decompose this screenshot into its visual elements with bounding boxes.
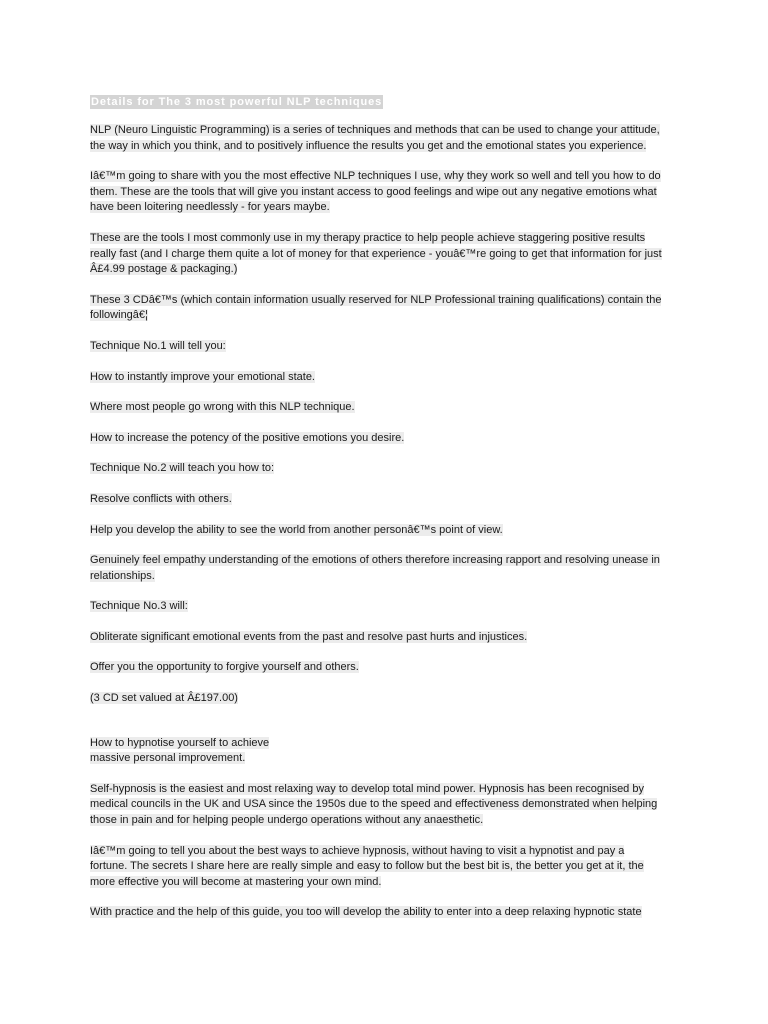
text-line: have been loitering needlessly - for years maybe. — [90, 201, 330, 214]
document-title: Details for The 3 most powerful NLP techniques — [91, 96, 383, 108]
paragraph — [90, 523, 690, 539]
text-line: Technique No.1 will tell you: — [90, 339, 226, 352]
paragraph — [90, 736, 690, 767]
paragraph — [90, 231, 690, 278]
text-line: (3 CD set valued at Â£197.00) — [90, 692, 238, 705]
paragraph — [90, 169, 690, 216]
text-line: fortune. The secrets I share here are really simple and easy to follow but the best bit is, the better you get at it, the — [90, 860, 644, 873]
text-line: Technique No.3 will: — [90, 600, 188, 613]
text-line: those in pain and for helping people undergo operations without any anaesthetic. — [90, 814, 484, 827]
document-page — [90, 92, 690, 936]
paragraph — [90, 782, 690, 829]
text-line: Technique No.2 will teach you how to: — [90, 462, 275, 475]
paragraph — [90, 844, 690, 891]
paragraph — [90, 660, 690, 676]
text-line: How to hypnotise yourself to achieve — [90, 736, 270, 749]
text-line: Obliterate significant emotional events from the past and resolve past hurts and injustices. — [90, 630, 528, 643]
text-line: followingâ€¦ — [90, 309, 148, 322]
text-line: Genuinely feel empathy understanding of the emotions of others therefore increasing rapport and resolving unease in — [90, 554, 660, 567]
body-section-2 — [90, 736, 690, 921]
paragraph — [90, 599, 690, 615]
text-line: These are the tools I most commonly use in my therapy practice to help people achieve staggering positive results — [90, 231, 646, 244]
text-line: These 3 CDâ€™s (which contain information usually reserved for NLP Professional training qualifications) contain the — [90, 293, 662, 306]
text-line: Resolve conflicts with others. — [90, 492, 232, 505]
text-line: the way in which you think, and to positively influence the results you get and the emotional states you experience. — [90, 139, 647, 152]
paragraph — [90, 905, 690, 921]
paragraph — [90, 553, 690, 584]
text-line: relationships. — [90, 569, 155, 582]
paragraph — [90, 630, 690, 646]
text-line: How to increase the potency of the positive emotions you desire. — [90, 431, 405, 444]
paragraph — [90, 123, 690, 154]
text-line: Help you develop the ability to see the world from another personâ€™s point of view. — [90, 523, 503, 536]
paragraph — [90, 339, 690, 355]
paragraph — [90, 461, 690, 477]
text-line: Self-hypnosis is the easiest and most relaxing way to develop total mind power. Hypnosis has been recognised by — [90, 782, 644, 795]
paragraph — [90, 370, 690, 386]
text-line: massive personal improvement. — [90, 752, 246, 765]
text-line: How to instantly improve your emotional state. — [90, 370, 315, 383]
text-line: medical councils in the UK and USA since the 1950s due to the speed and effectiveness demonstrated when helping — [90, 798, 658, 811]
text-line: Offer you the opportunity to forgive yourself and others. — [90, 661, 359, 674]
text-line: NLP (Neuro Linguistic Programming) is a series of techniques and methods that can be used to change your attitude, — [90, 124, 660, 136]
section-gap — [90, 722, 690, 736]
paragraph — [90, 431, 690, 447]
text-line: Iâ€™m going to share with you the most effective NLP techniques I use, why they work so well and tell you how to do — [90, 170, 661, 183]
paragraph — [90, 400, 690, 416]
text-line: more effective you will become at mastering your own mind. — [90, 875, 382, 888]
text-line: them. These are the tools that will give you instant access to good feelings and wipe out any negative emotions what — [90, 185, 657, 198]
text-line: With practice and the help of this guide, you too will develop the ability to enter into a deep relaxing hypnotic state — [90, 906, 642, 919]
paragraph — [90, 691, 690, 707]
text-line: Â£4.99 postage & packaging.) — [90, 263, 238, 276]
text-line: really fast (and I charge them quite a lot of money for that experience - youâ€™re going to get that information for just — [90, 247, 662, 260]
body-section-1 — [90, 123, 690, 707]
text-line: Where most people go wrong with this NLP technique. — [90, 401, 355, 414]
text-line: Iâ€™m going to tell you about the best ways to achieve hypnosis, without having to visit a hypnotist and pay a — [90, 844, 625, 857]
paragraph — [90, 293, 690, 324]
paragraph — [90, 492, 690, 508]
